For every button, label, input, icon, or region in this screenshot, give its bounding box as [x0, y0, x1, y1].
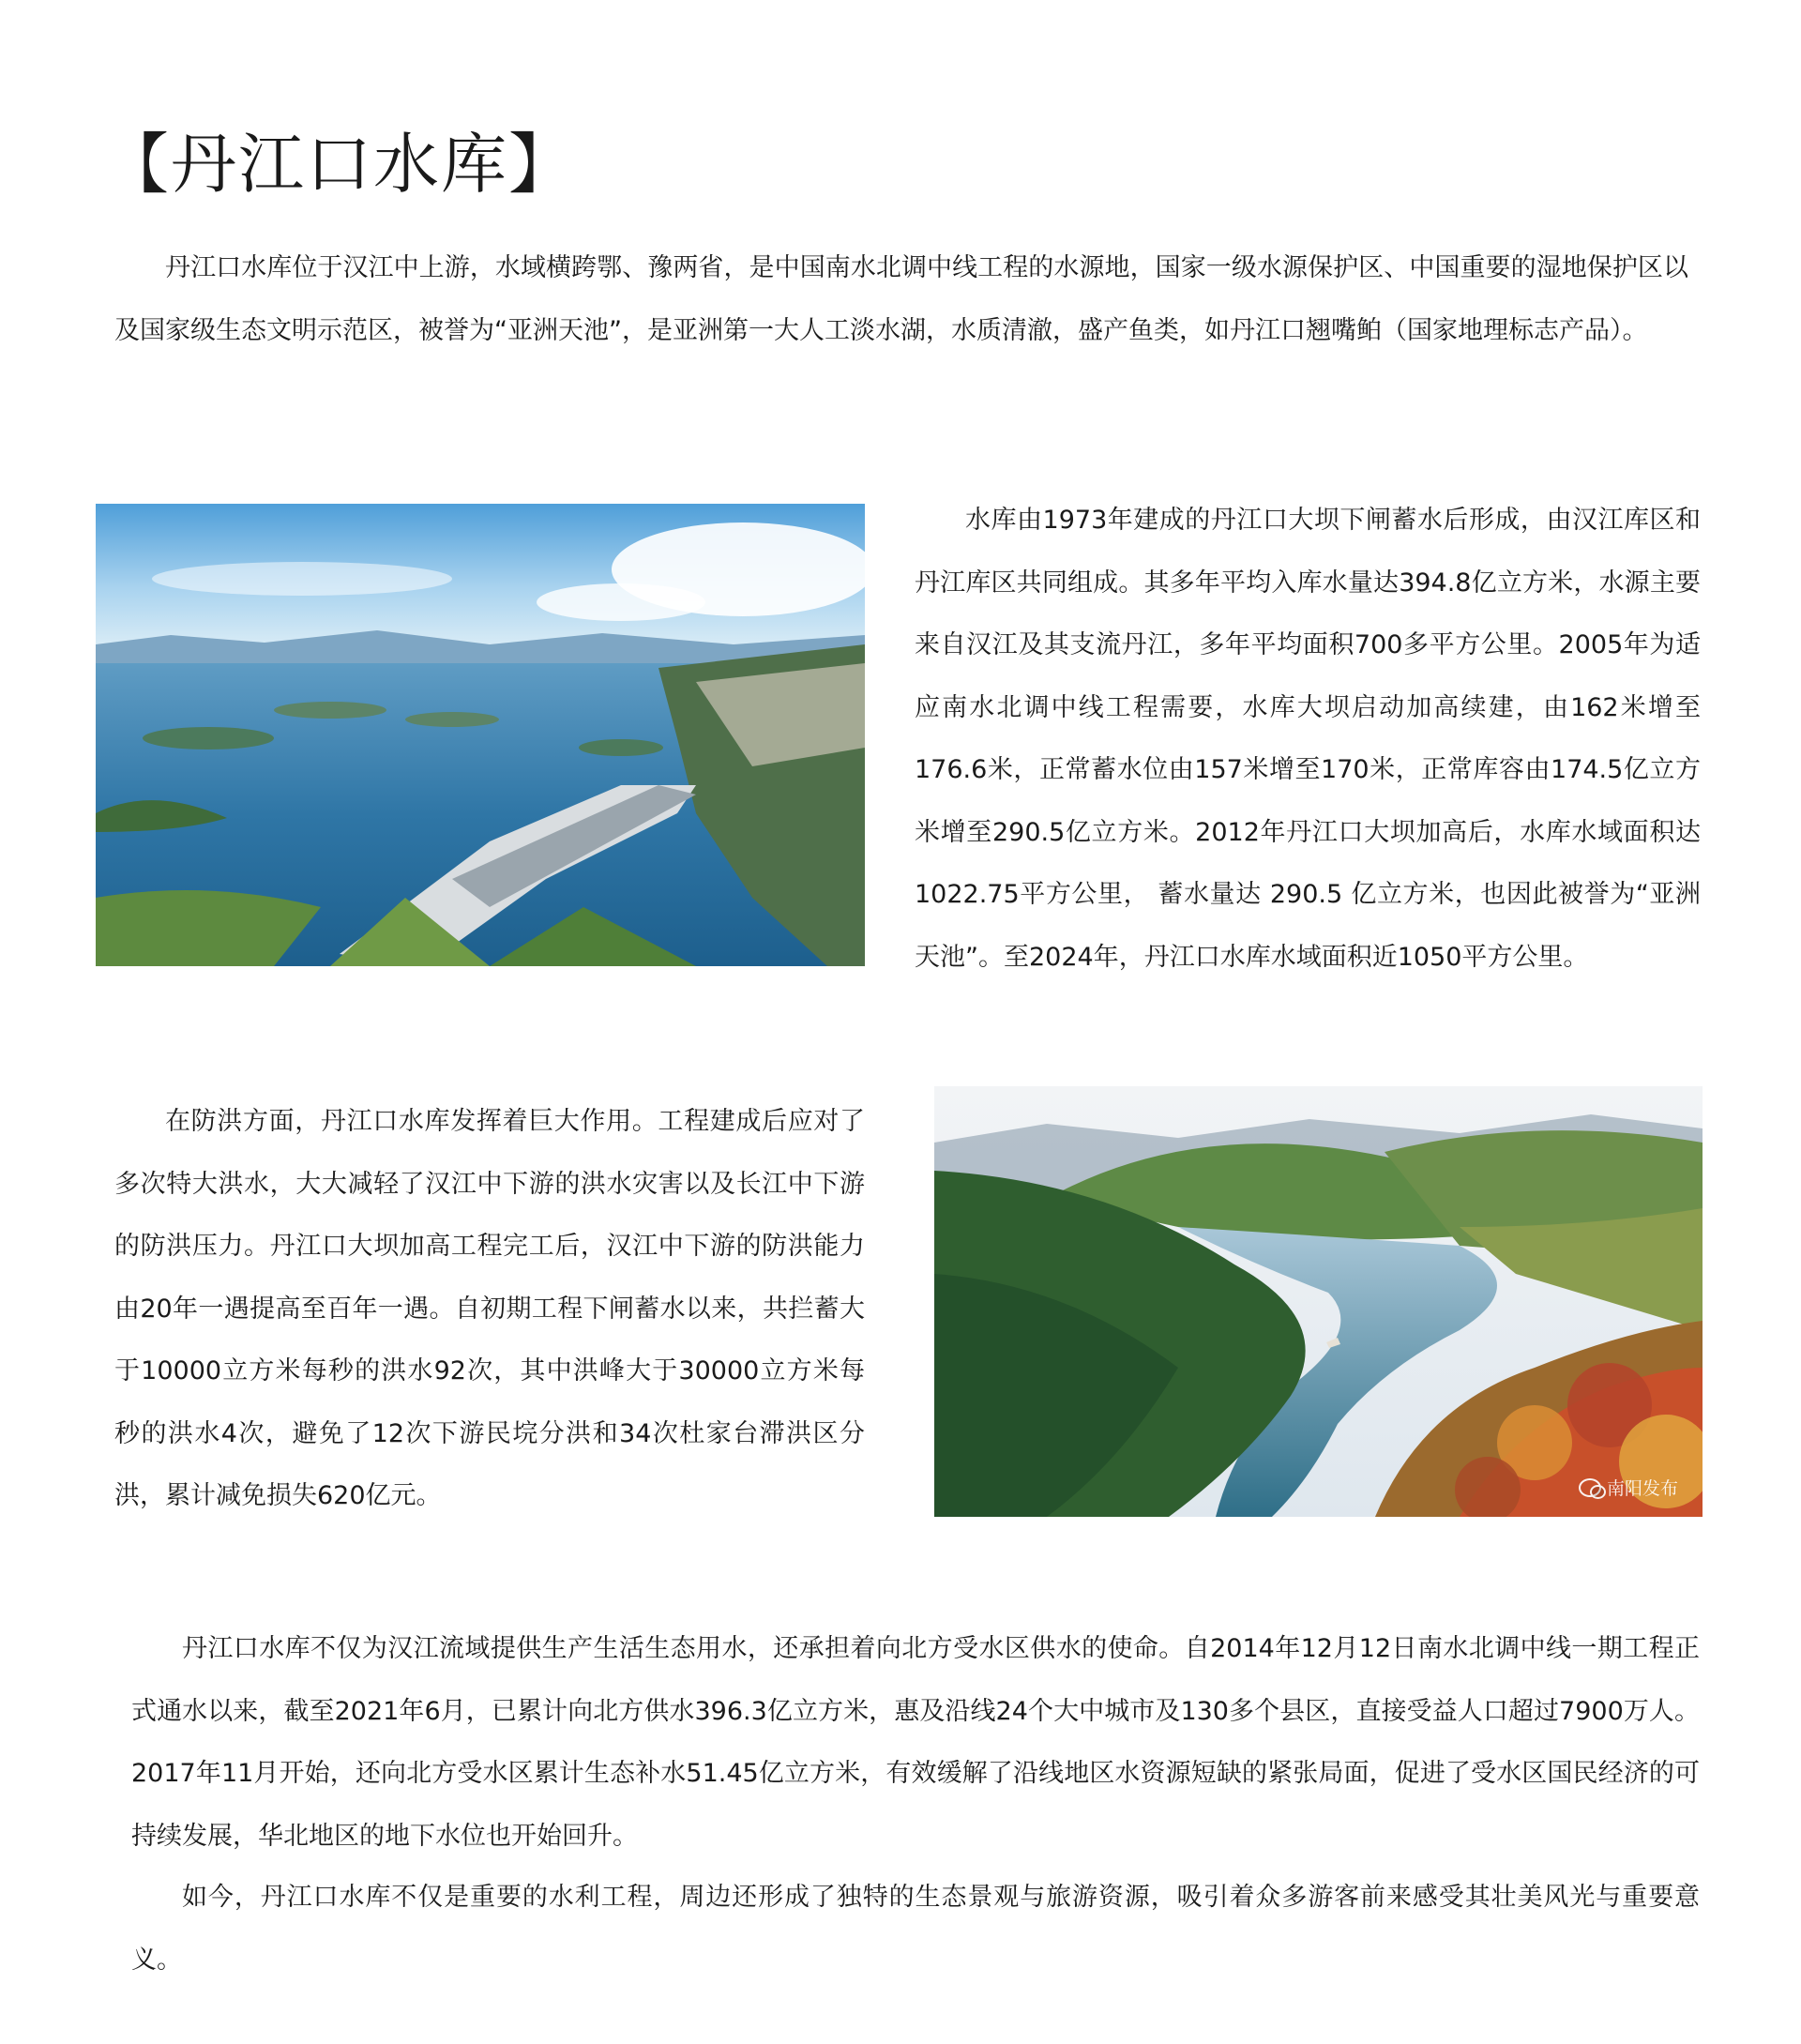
paragraph-today: 如今，丹江口水库不仅是重要的水利工程，周边还形成了独特的生态景观与旅游资源，吸引着众多游客前来感受其壮美风光与重要意义。 — [131, 1883, 1700, 1975]
wechat-icon — [1579, 1478, 1601, 1497]
paragraph-history: 水库由1973年建成的丹江口大坝下闸蓄水后形成，由汉江库区和丹江库区共同组成。其多年平均入库水量达394.8亿立方米，水源主要来自汉江及其支流丹江，多年平均面积700多平方公里。2005年为适应南水北调中线工程需要，水库大坝启动加高续建，由162米增至176.6米，正常蓄水位由157米增至170米，正常库容由174.5亿立方米增至290.5亿立方米。2012年丹江口大坝加高后，水库水域面积达1022.75平方公里， 蓄水量达 290.5 亿立方米，也因此被誉为“亚洲天池”。至2024年，丹江口水库水域面积近1050平方公里。 — [915, 506, 1701, 972]
watermark-text: 南阳发布 — [1606, 1478, 1678, 1499]
river-valley-photo — [934, 1086, 1703, 1517]
paragraph-water-supply: 丹江口水库不仅为汉江流域提供生产生活生态用水，还承担着向北方受水区供水的使命。自2014年12月12日南水北调中线一期工程正式通水以来，截至2021年6月，已累计向北方供水396.3亿立方米，惠及沿线24个大中城市及130多个县区，直接受益人口超过7900万人。2017年11月开始，还向北方受水区累计生态补水51.45亿立方米，有效缓解了沿线地区水资源短缺的紧张局面，促进了受水区国民经济的可持续发展，华北地区的地下水位也开始回升。 — [131, 1634, 1700, 1851]
page-title: 【丹江口水库】 — [103, 126, 576, 203]
paragraph-flood-control: 在防洪方面，丹江口水库发挥着巨大作用。工程建成后应对了多次特大洪水，大大减轻了汉江中下游的洪水灾害以及长江中下游的防洪压力。丹江口大坝加高工程完工后，汉江中下游的防洪能力由20年一遇提高至百年一遇。自初期工程下闸蓄水以来，共拦蓄大于10000立方米每秒的洪水92次，其中洪峰大于30000立方米每秒的洪水4次，避免了12次下游民垸分洪和34次杜家台滞洪区分洪，累计减免损失620亿元。 — [114, 1107, 865, 1510]
river-valley-photo-graphic — [934, 1086, 1703, 1517]
aerial-dam-photo-graphic — [96, 504, 865, 966]
aerial-dam-photo — [96, 504, 865, 966]
watermark — [1579, 1475, 1678, 1500]
paragraph-intro: 丹江口水库位于汉江中上游，水域横跨鄂、豫两省，是中国南水北调中线工程的水源地，国家一级水源保护区、中国重要的湿地保护区以及国家级生态文明示范区，被誉为“亚洲天池”，是亚洲第一大人工淡水湖，水质清澈，盛产鱼类，如丹江口翘嘴鲌（国家地理标志产品）。 — [114, 253, 1688, 345]
